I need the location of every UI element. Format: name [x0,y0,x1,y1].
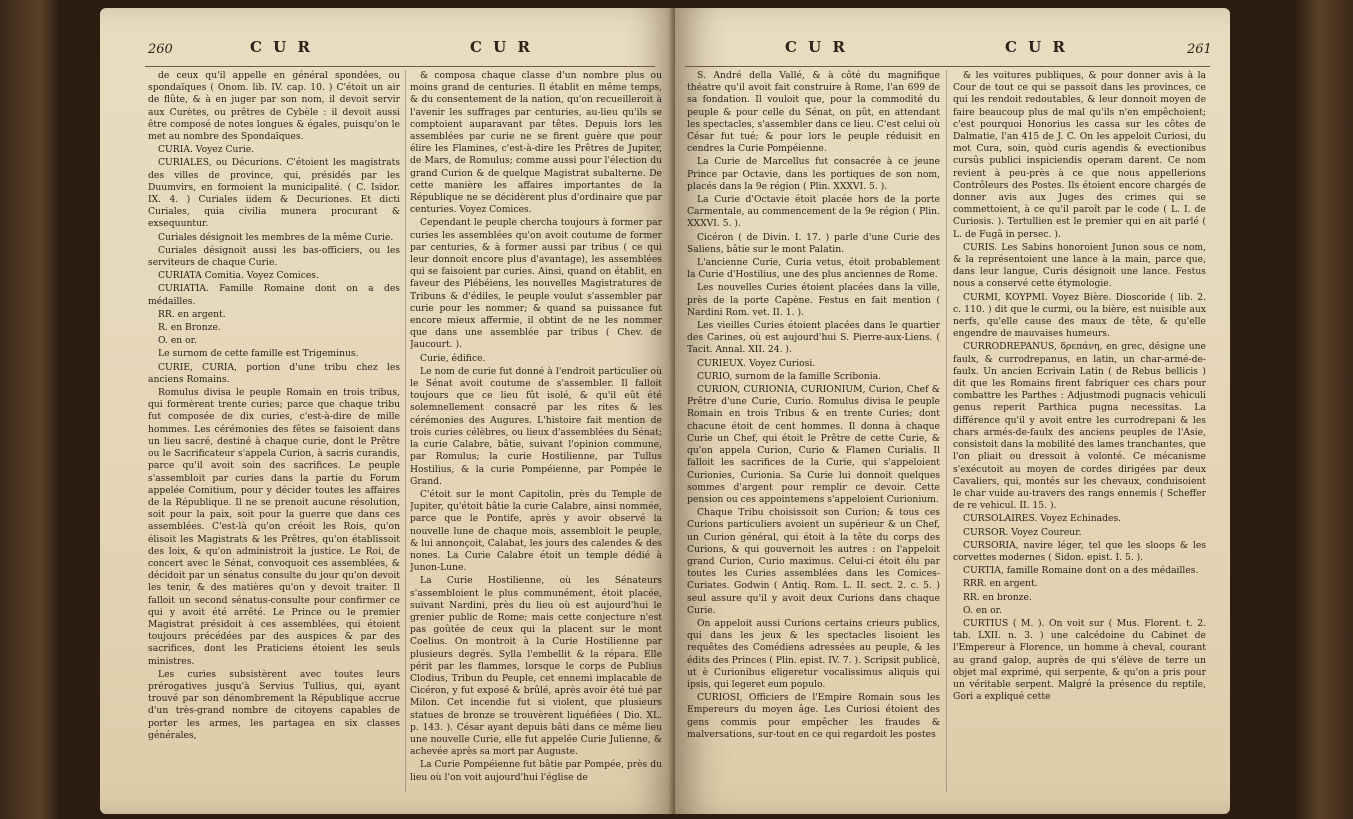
right-col1-paragraph: La Curie d'Octavie étoit placée hors de la porte Carmentale, au commencement de la 9e région ( Plin. XXXVI. 5. ). [687,194,940,230]
right-col2-paragraph: RR. en bronze. [963,591,1032,603]
right-column-2 [953,70,1206,800]
running-head-right-2: C U R [1005,38,1068,56]
right-col1-paragraph: La Curie de Marcellus fut consacrée à ce jeune Prince par Octavie, dans les portiques de son nom, placés dans la 9e région ( Plin. XXXVI. 5. ). [687,156,940,192]
right-col2-paragraph: & les voitures publiques, & pour donner avis à la Cour de tout ce qui se passoit dans les provinces, ce qui les rendoit redoutables, & leur donnoit moyen de faire beaucoup plus de mal qu'ils n'en empêchoient; c'est pourquoi Honorius les cassa sur les côtes de Dalmatie, l'an 415 de J. C. On les appeloit Curiosi, du mot Cura, soin, quòd curis agendis & evectionibus cursûs publici inspiciendis operam darent. Ce nom revient à peu-près à ce que nous appellerions Contrôleurs des Postes. Ils étoient encore chargés de donner avis aux Juges des crimes qui se commettoient, à ce qu'il paroît par le code ( L. I. de Curiosis. ). Tertullien est le premier qui en ait parlé ( L. de Fugâ in persec. ). [953,70,1206,240]
right-col1-paragraph: On appeloit aussi Curions certains crieurs publics, qui dans les jeux & les spectacles lisoient les requêtes des Comédiens adressées au peuple, & les édits des Princes ( Plin. epist. IV. 7. ). Scripsit publicè, ut è Curionibus eligeretur vocalissimus aliquis qui ipsis, qui legeret eum populo. [687,617,940,690]
left-col1-paragraph: RR. en argent. [158,308,226,320]
left-col1-paragraph: Curiales désignoit aussi les bas-officiers, ou les serviteurs de chaque Curie. [148,244,400,269]
left-col1-paragraph: R. en Bronze. [158,322,221,334]
left-col1-paragraph: Les curies subsistèrent avec toutes leurs prérogatives jusqu'à Servius Tullius, qui, ayant trouvé par son dénombrement la République accrue d'un très-grand nombre de citoyens capables de porter les armes, les partagea en six classes générales, [148,668,400,741]
left-col2-paragraph: C'étoit sur le mont Capitolin, près du Temple de Jupiter, qu'étoit bâtie la curie Calabre, ainsi nommée, parce que le Pontife, après y avoir observé la nouvelle lune de chaque mois, assembloit le peuple, & lui annonçoit, Calabat, les jours des calendes & des nones. La Curie Calabre étoit un temple dédié à Junon-Lune. [410,488,662,574]
right-col2-paragraph: CURMI, ΚΟΥΡΜΙ. Voyez Bière. Dioscoride ( lib. 2. c. 110. ) dit que le curmi, ou la bière, est nuisible aux nerfs, qu'elle cause des maux de tête, & qu'elle engendre de mauvaises humeurs. [953,291,1206,340]
left-col2-paragraph: La Curie Pompéienne fut bâtie par Pompée, près du lieu où l'on voit aujourd'hui l'église de [410,759,662,783]
right-col1-paragraph: CURIO, surnom de la famille Scribonia. [697,370,882,382]
right-col2-paragraph: RRR. en argent. [963,578,1038,590]
left-col2-paragraph: & composa chaque classe d'un nombre plus ou moins grand de centuries. Il établit en même temps, & du consentement de la nation, qu'on recueilleroit à l'avenir les suffrages par centuries, au-lieu qu'ils se comptoient auparavant par têtes. Depuis lors les assemblées par curie ne se firent guère que pour élire les Flamines, c'est-à-dire les Prêtres de Jupiter, de Mars, de Romulus; comme aussi pour l'élection du grand Curion & de quelque Magistrat subalterne. De cette manière les affaires importantes de la République ne se décidèrent plus d'ordinaire que par centuries. Voyez Comices. [410,70,662,216]
left-col1-paragraph: O. en or. [158,335,197,347]
page-number-left: 260 [148,42,173,57]
left-col1-paragraph: Le surnom de cette famille est Trigeminus. [158,348,359,360]
right-page [675,8,1230,814]
header-rule-left [145,66,655,67]
left-col1-paragraph: CURIATIA. Famille Romaine dont on a des médailles. [148,283,400,307]
right-col2-paragraph: O. en or. [963,604,1002,616]
left-col2-paragraph: La Curie Hostilienne, où les Sénateurs s'assembloient le plus communément, étoit placée, suivant Nardini, près du lieu où est aujourd'hui le grenier public de Rome; mais cette conjecture n'est pas goûtée de ceux qui la placent sur le mont Coelius. On montroit à la Curie Hostilienne par plusieurs degrés. Sylla l'embellit & la répara. Elle périt par les flammes, lorsque le corps de Publius Clodius, Tribun du Peuple, cet ennemi implacable de Cicéron, y fut exposé & brûlé, après avoir été tué par Milon. Cet incendie fut si violent, que plusieurs statues de bronze se trouvèrent liquéfiées ( Dio. XL. p. 143. ). César ayant depuis bâti dans ce même lieu une nouvelle Curie, elle fut appelée Curie Julienne, & achevée après sa mort par Auguste. [410,575,662,758]
right-col2-paragraph: CURIS. Les Sabins honoroient Junon sous ce nom, & la représentoient une lance à la main, parce que, dans leur langue, Curis désignoit une lance. Festus nous a conservé cette étymologie. [953,241,1206,290]
page-number-right: 261 [1187,42,1212,57]
running-head-right-1: C U R [785,38,848,56]
running-head-left-2: C U R [470,38,533,56]
left-col1-paragraph: Curiales désignoit les membres de la même Curie. [158,231,394,243]
header-rule-right [685,66,1210,67]
left-col1-paragraph: CURIA. Voyez Curie. [158,144,255,156]
left-col1-paragraph: CURIE, CURIA, portion d'une tribu chez les anciens Romains. [148,361,400,385]
right-col1-paragraph: Cicéron ( de Divin. I. 17. ) parle d'une Curie des Saliens, bâtie sur le mont Palatin. [687,231,940,255]
right-column-1 [687,70,940,800]
left-col1-paragraph: CURIALES, ou Décurions. C'étoient les magistrats des villes de province, qui, présidés par les Duumvirs, en formoient la municipalité. ( C. Isidor. IX. 4. ) Curiales iidem & Decuriones. Et dicti Curiales, quia civilia munera procurant & exsequuntur. [148,157,400,230]
left-column-1 [148,70,400,800]
right-col2-paragraph: CURSOR. Voyez Coureur. [963,526,1082,538]
right-col2-paragraph: CURSORIA, navire léger, tel que les sloops & les corvettes modernes ( Sidon. epist. I. 5. ). [953,539,1206,563]
right-col2-paragraph: CURTIA, famille Romaine dont on a des médailles. [963,565,1199,577]
right-col1-paragraph: L'ancienne Curie, Curia vetus, étoit probablement la Curie d'Hostilius, une des plus anciennes de Rome. [687,257,940,281]
right-col1-paragraph: Chaque Tribu choisissoit son Curion; & tous ces Curions particuliers avoient un supérieur & un Chef, un Curion général, qui étoit à la tête du corps des Curions, & qui gouvernoit les autres : on l'appeloit grand Curion, Curio maximus. Celui-ci étoit élu par toutes les Curies assemblées dans les Comices-Curiates. Godwin ( Antiq. Rom. L. II. sect. 2. c. 5. ) seul assure qu'il y avoit deux Curions dans chaque Curie. [687,507,940,616]
right-col1-paragraph: Les nouvelles Curies étoient placées dans la ville, près de la porte Capène. Festus en fait mention ( Nardini Rom. vet. II. 1. ). [687,282,940,318]
left-col2-paragraph: Curie, édifice. [420,352,486,364]
right-col1-paragraph: CURION, CURIONIA, CURIONIUM, Curion, Chef & Prêtre d'une Curie, Curio. Romulus divisa le peuple Romain en trois Tribus & en trente Curies; dont chacune étoit de cent hommes. Il donna à chaque Curie un Chef, qui étoit le Prêtre de cette Curie, & qu'on appela Curion, Curio & Flamen Curialis. Il falloit les sacrifices de la Curie, qui s'appeloient Curionies, Curionia. Sa Curie lui donnoit quelques sommes d'argent pour remplir ce devoir. Cette pension ou ces appointemens s'appeloient Curionium. [687,384,940,505]
right-col2-paragraph: CURTIUS ( M. ). On voit sur ( Mus. Florent. t. 2. tab. LXII. n. 3. ) une calcédoine du Cabinet de l'Empereur à Florence, un homme à cheval, courant au grand galop, auprès de qui s'élève de terre un objet mal exprimé, qui serpente, & qu'on a pris pour un véritable serpent. Malgré la présence du reptile, Gori a expliqué cette [953,617,1206,703]
right-col1-paragraph: CURIOSI, Officiers de l'Empire Romain sous les Empereurs du moyen âge. Les Curiosi étoient des gens commis pour empêcher les fraudes & malversations, sur-tout en ce qui regardoit les postes [687,692,940,740]
left-col2-paragraph: Cependant le peuple chercha toujours à former par curies les assemblées qu'on avoit coutume de former par centuries, & à former aussi par tribus ( ce qui leur donnoit encore plus d'avantage), les assemblées qui se faisoient par curies. Ainsi, quand on établit, en faveur des Plébéiens, les nouvelles Magistratures de Tribuns & d'édiles, le peuple voulut s'assembler par curie pour les nommer; & quand sa puissance fut encore mieux affermie, il obtint de ne les nommer que dans une assemblée par tribus ( Chev. de Jaucourt. ). [410,217,662,351]
left-page [100,8,675,814]
right-col1-paragraph: S. André della Vallé, & à côté du magnifique théatre qu'il avoit fait construire à Rome, l'an 699 de sa fondation. Il vouloit que, pour la commodité du peuple & pour celle du Sénat, on pût, en attendant les spectacles, s'assembler dans ce lieu. C'est celui où César fut tué; & pour lors le peuple réduisit en cendres la Curie Pompéienne. [687,70,940,155]
column-divider-right [946,70,947,792]
left-col1-paragraph: Romulus divisa le peuple Romain en trois tribus, qui formèrent trente curies; parce que chaque tribu fut composée de dix curies, c'est-à-dire de mille hommes. Les cérémonies des fêtes se faisoient dans un lieu sacré, destiné à chaque curie, dont le Prêtre ou le Sacrificateur s'appela Curion, à sacris curandis, parce qu'il avoit soin des sacrifices. Le peuple s'assembloit par curies dans la partie du Forum appelée Comitium, pour y décider toutes les affaires de la République. Il ne se prenoit aucune résolution, soit pour la paix, soit pour la guerre que dans ces assemblées. C'est-là qu'on créoit les Rois, qu'on élisoit les Magistrats & les Prêtres, qu'on établissoit des loix, & qu'on administroit la justice. Le Roi, de concert avec le Sénat, convoquoit ces assemblées, & décidoit par un sénatus consulte du jour qu'on devoit les tenir, & des matières qu'on y devoit traiter. Il falloit un second sénatus-consulte pour confirmer ce qui y avoit été arrêté. Le Prince ou le premier Magistrat présidoit à ces assemblées, qui étoient toujours précédées par des auspices & par des sacrifices, dont les Praticiens étoient les seuls ministres. [148,387,400,667]
column-divider-left [405,70,406,792]
right-col2-paragraph: CURSOLAIRES. Voyez Echinades. [963,513,1122,525]
left-column-2 [410,70,662,800]
right-col2-paragraph: CURRODREPANUS, δρεπάνη, en grec, désigne une faulx, & currodrepanus, en latin, un char-armé-de-faulx. Un ancien Ecrivain Latin ( de Rebus bellicis ) dit que les Romains firent fabriquer ces chars pour combattre les Parthes : Adjustmodi pugnacis vehiculi genus reperit Parthica pugna necessitas. La différence qu'il y avoit entre les currodrepani & les chars armés-de-faulx des anciens peuples de l'Asie, consistoit dans la mobilité des lames tranchantes, que l'on pliait ou dressoit à volonté. Ce mécanisme s'exécutoit au moyen de cordes dirigées par deux Cavaliers, qui, montés sur les chevaux, conduisoient le char vuide au-travers des rangs ennemis ( Scheffer de re vehicul. II. 15. ). [953,341,1206,512]
running-head-left-1: C U R [250,38,313,56]
right-col1-paragraph: CURIEUX. Voyez Curiosi. [697,357,816,369]
right-col1-paragraph: Les vieilles Curies étoient placées dans le quartier des Carines, où est aujourd'hui S. Pierre-aux-Liens. ( Tacit. Annal. XII. 24. ). [687,320,940,356]
left-col1-paragraph: CURIATA Comitia. Voyez Comices. [158,270,319,282]
left-col1-paragraph: de ceux qu'il appelle en général spondées, ou spondaïques ( Onom. lib. IV. cap. 10. ) C'étoit un air de flûte, & à en juger par son nom, il devoit servir aux Curètes, ou prêtres de Cybèle : il devoit aussi être composé de notes longues & égales, puisqu'on le met au nombre des Spondaïques. [148,70,400,143]
left-col2-paragraph: Le nom de curie fut donné à l'endroit particulier où le Sénat avoit coutume de s'assembler. Il falloit toujours que ce lieu fût isolé, & qu'il eût été solemnellement consacré par les rites & les cérémonies des Augures. L'histoire fait mention de trois curies célèbres, ou lieux d'assemblées du Sénat; la curie Calabre, bâtie, suivant l'opinion commune, par Romulus; la curie Hostilienne, par Tullus Hostilius, & la curie Pompéienne, par Pompée le Grand. [410,365,662,487]
